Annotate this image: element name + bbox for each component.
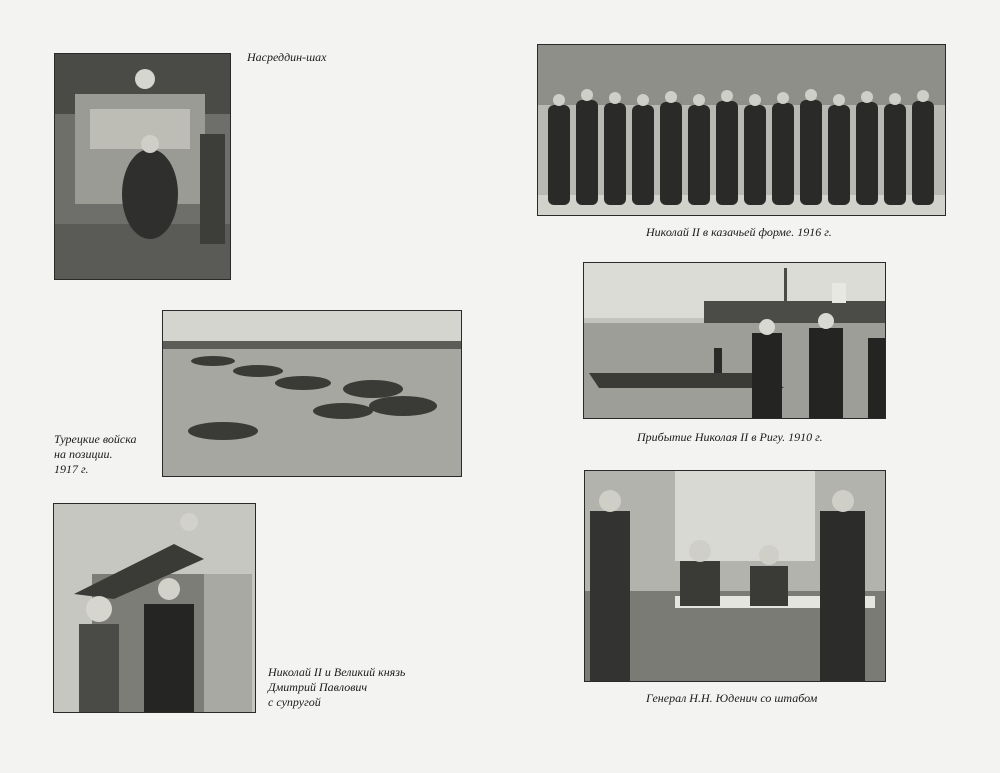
nicholas-cossack-image (538, 45, 945, 215)
nasreddin-shah-image (55, 54, 230, 279)
photo-nicholas-dmitry (53, 503, 256, 713)
caption-yudenich-staff: Генерал Н.Н. Юденич со штабом (646, 691, 818, 705)
photo-turkish-troops (162, 310, 462, 477)
photo-riga-arrival (583, 262, 886, 419)
riga-arrival-image (584, 263, 885, 418)
caption-turkish-troops: Турецкие войска на позиции. 1917 г. (54, 432, 137, 476)
caption-nicholas-dmitry: Николай II и Великий князь Дмитрий Павлович с супругой (268, 665, 406, 709)
photo-yudenich-staff (584, 470, 886, 682)
caption-riga-arrival: Прибытие Николая II в Ригу. 1910 г. (637, 430, 823, 444)
turkish-troops-image (163, 311, 461, 476)
caption-nasreddin-shah: Насреддин-шах (247, 50, 327, 64)
photo-nicholas-cossack (537, 44, 946, 216)
nicholas-dmitry-image (54, 504, 255, 712)
photo-nasreddin-shah (54, 53, 231, 280)
yudenich-staff-image (585, 471, 885, 681)
caption-nicholas-cossack: Николай II в казачьей форме. 1916 г. (646, 225, 832, 239)
